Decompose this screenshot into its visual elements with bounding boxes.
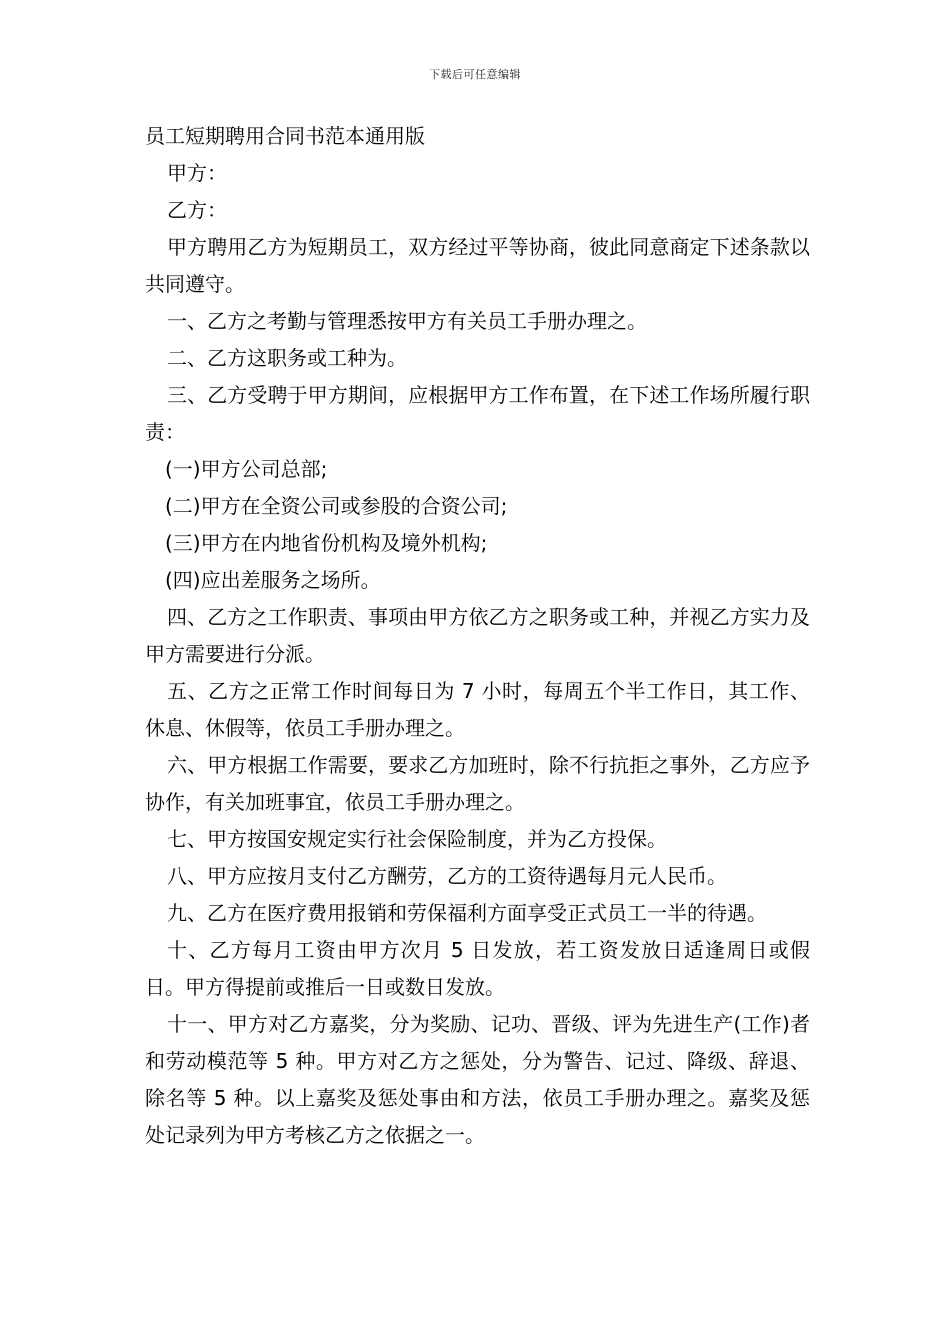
document-title: 员工短期聘用合同书范本通用版 — [145, 124, 425, 148]
clause-3-item-2: (二)甲方在全资公司或参股的合资公司; — [165, 494, 508, 518]
clause-4: 四、乙方之工作职责、事项由甲方依乙方之职务或工种，并视乙方实力及甲方需要进行分派。 — [145, 605, 810, 666]
party-a-line: 甲方： — [167, 161, 227, 185]
clause-3-item-3: (三)甲方在内地省份机构及境外机构; — [165, 531, 488, 555]
page-header-note: 下载后可任意编辑 — [429, 68, 521, 81]
clause-2: 二、乙方这职务或工种为。 — [167, 346, 407, 370]
clause-9: 九、乙方在医疗费用报销和劳保福利方面享受正式员工一半的待遇。 — [167, 901, 767, 925]
clause-6: 六、甲方根据工作需要，要求乙方加班时，除不行抗拒之事外，乙方应予协作，有关加班事宜，依员工手册办理之。 — [145, 753, 810, 814]
document-body — [145, 118, 810, 1154]
preamble-paragraph: 甲方聘用乙方为短期员工，双方经过平等协商，彼此同意商定下述条款以共同遵守。 — [145, 235, 810, 296]
clause-1: 一、乙方之考勤与管理悉按甲方有关员工手册办理之。 — [167, 309, 647, 333]
clause-8: 八、甲方应按月支付乙方酬劳，乙方的工资待遇每月元人民币。 — [167, 864, 727, 888]
clause-3: 三、乙方受聘于甲方期间，应根据甲方工作布置，在下述工作场所履行职责： — [145, 383, 810, 444]
clause-11: 十一、甲方对乙方嘉奖，分为奖励、记功、晋级、评为先进生产(工作)者和劳动模范等 5 种。甲方对乙方之惩处，分为警告、记过、降级、辞退、除名等 5 种。以上嘉奖及惩处事由和方法，依员工手册办理之。嘉奖及惩处记录列为甲方考核乙方之依据之一。 — [145, 1012, 810, 1147]
clause-5: 五、乙方之正常工作时间每日为 7 小时，每周五个半工作日，其工作、休息、休假等，依员工手册办理之。 — [145, 679, 810, 740]
clause-7: 七、甲方按国安规定实行社会保险制度，并为乙方投保。 — [167, 827, 667, 851]
party-b-line: 乙方： — [167, 198, 227, 222]
clause-10: 十、乙方每月工资由甲方次月 5 日发放，若工资发放日适逢周日或假日。甲方得提前或推后一日或数日发放。 — [145, 938, 810, 999]
clause-3-item-1: (一)甲方公司总部; — [165, 457, 328, 481]
clause-3-item-4: (四)应出差服务之场所。 — [165, 568, 381, 592]
